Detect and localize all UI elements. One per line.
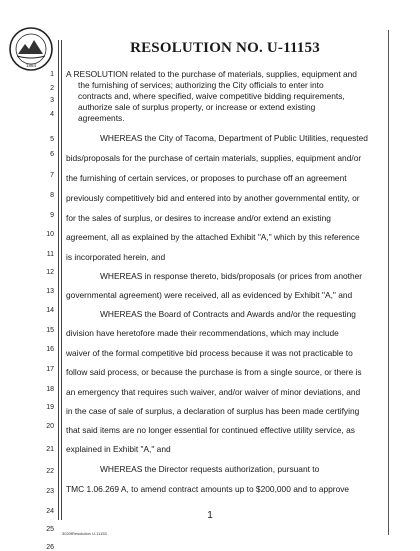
body-line: WHEREAS the City of Tacoma, Department of Public Utilities, requested <box>100 133 368 143</box>
line-number: 10 <box>46 231 54 238</box>
footer-document-id: 3020fResolution U-11153 <box>62 531 107 536</box>
intro-paragraph <box>66 69 382 124</box>
body-line: an emergency that requires such waiver, and/or waiver of minor deviations, and <box>66 387 361 397</box>
line-number: 1 <box>50 71 54 78</box>
body-line: follow said process, or because the purchase is from a single source, or there is <box>66 367 362 377</box>
page-number: 1 <box>207 510 213 521</box>
intro-line: A RESOLUTION related to the purchase of materials, supplies, equipment and <box>66 69 357 79</box>
line-number: 23 <box>46 488 54 495</box>
intro-line: the furnishing of services; authorizing the City officials to enter into <box>78 80 324 90</box>
line-number: 25 <box>46 526 54 533</box>
body-line: WHEREAS the Director requests authorization, pursuant to <box>100 464 320 474</box>
intro-line: agreements. <box>78 113 125 123</box>
body-line: for the sales of surplus, or desires to increase and/or extend an existing <box>66 213 331 223</box>
line-number: 22 <box>46 468 54 475</box>
body-line: governmental agreement) were received, all as evidenced by Exhibit "A," and <box>66 290 353 300</box>
line-number: 14 <box>46 307 54 314</box>
body-line: that said items are no longer essential for continued effective utility service, as <box>66 425 355 435</box>
body-line: WHEREAS the Board of Contracts and Awards and/or the requesting <box>100 309 356 319</box>
line-number: 9 <box>50 212 54 219</box>
line-number: 18 <box>46 386 54 393</box>
city-seal-icon <box>8 26 54 72</box>
line-number: 12 <box>46 269 54 276</box>
body-line: bids/proposals for the purchase of certain materials, supplies, equipment and/or <box>66 153 362 163</box>
body-line: explained in Exhibit "A," and <box>66 444 171 454</box>
line-number: 16 <box>46 346 54 353</box>
intro-line: contracts and, where specified, waive competitive bidding requirements, <box>78 91 345 101</box>
line-number: 26 <box>46 544 54 551</box>
margin-rule-left <box>58 40 59 520</box>
body-line: previously competitively bid and entered into by another governmental entity, or <box>66 193 360 203</box>
line-number: 15 <box>46 327 54 334</box>
margin-rule-right <box>388 30 389 535</box>
seal-year: 1884 <box>25 63 37 68</box>
body-line: agreement, all as explained by the attached Exhibit "A," which by this reference <box>66 232 360 242</box>
line-number: 3 <box>50 97 54 104</box>
line-number: 6 <box>50 151 54 158</box>
line-number: 4 <box>50 111 54 118</box>
line-number: 7 <box>50 172 54 179</box>
line-number: 20 <box>46 423 54 430</box>
line-number: 19 <box>46 404 54 411</box>
line-number: 11 <box>46 251 54 258</box>
body-line: WHEREAS in response thereto, bids/proposals (or prices from another <box>100 271 363 281</box>
resolution-title: RESOLUTION NO. U-11153 <box>130 40 320 56</box>
margin-rule-left-inner <box>61 40 62 520</box>
intro-line: authorize sale of surplus property, or increase or extend existing <box>78 102 316 112</box>
body-line: the furnishing of certain services, or proposes to purchase off an agreement <box>66 173 347 183</box>
body-line: in the case of sale of surplus, a declaration of surplus has been made certifying <box>66 406 360 416</box>
body-line: waiver of the formal competitive bid process because it was not practicable to <box>66 348 353 358</box>
line-number: 2 <box>50 85 54 92</box>
line-number: 5 <box>50 136 54 143</box>
body-line: TMC 1.06.269 A, to amend contract amounts up to $200,000 and to approve <box>66 484 350 494</box>
line-number: 24 <box>46 508 54 515</box>
line-number: 8 <box>50 192 54 199</box>
line-number: 21 <box>46 446 54 453</box>
body-line: division have heretofore made their recommendations, which may include <box>66 328 339 338</box>
line-number: 13 <box>46 288 54 295</box>
body-line: is incorporated herein, and <box>66 252 166 262</box>
line-number: 17 <box>46 366 54 373</box>
